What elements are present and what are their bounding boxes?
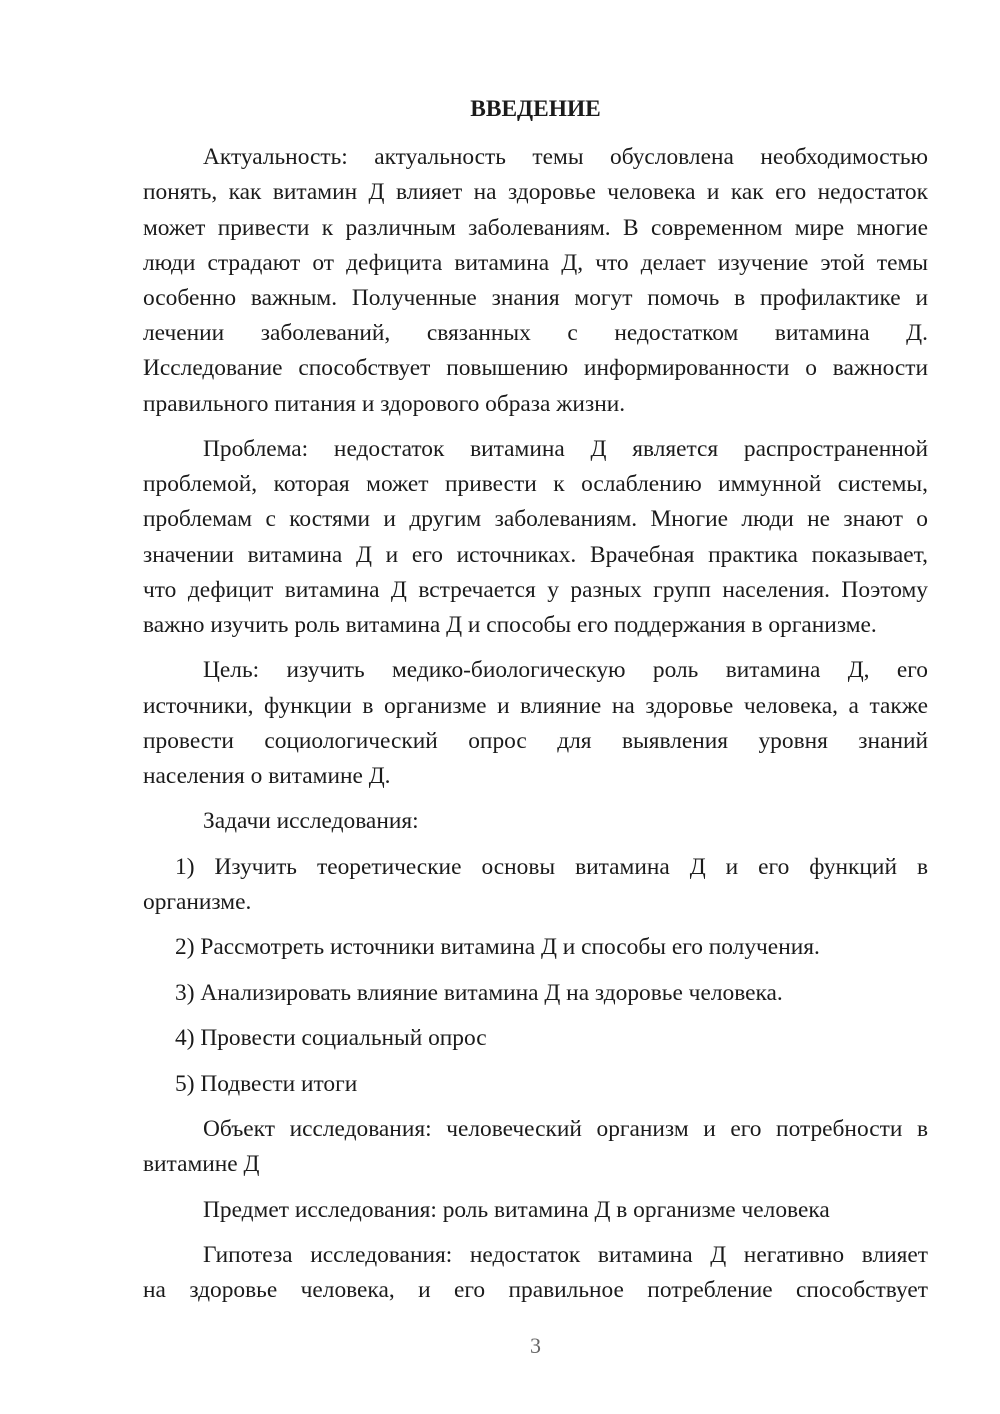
text-line: может привести к различным заболеваниям. В современном мире многие [143,214,928,241]
text-line: понять, как витамин Д влияет на здоровье человека и как его недостаток [143,179,928,206]
text-line: Исследование способствует повышению информированности о важности [143,355,928,382]
page-number: 3 [530,1333,541,1358]
text-line: Объект исследования: человеческий организм и его потребности в [203,1115,928,1142]
relevance-paragraph [143,140,928,422]
task-item-3 [143,976,928,1011]
object-paragraph [143,1112,928,1182]
text-line: Гипотеза исследования: недостаток витамина Д негативно влияет [203,1241,928,1268]
hypothesis-paragraph [143,1238,928,1308]
text-line: на здоровье человека, и его правильное потребление способствует [143,1277,928,1304]
text-line: 2) Рассмотреть источники витамина Д и способы его получения. [175,934,820,961]
tasks-heading [143,804,928,839]
text-line: 4) Провести социальный опрос [175,1025,487,1052]
text-line: значении витамина Д и его источниках. Врачебная практика показывает, [143,541,928,568]
text-line: населения о витамине Д. [143,763,391,790]
text-line: Задачи исследования: [203,808,419,835]
task-item-5 [143,1067,928,1102]
text-line: Проблема: недостаток витамина Д является распространенной [203,436,928,463]
text-line: правильного питания и здорового образа жизни. [143,390,626,417]
text-line: провести социологический опрос для выявления уровня знаний [143,727,928,754]
text-line: особенно важным. Полученные знания могут помочь в профилактике и [143,285,928,312]
subject-paragraph [143,1193,928,1228]
text-line: 5) Подвести итоги [175,1070,358,1097]
text-column [143,92,928,1319]
text-line: 3) Анализировать влияние витамина Д на здоровье человека. [175,979,783,1006]
text-line: проблемой, которая может привести к ослаблению иммунной системы, [143,471,928,498]
text-line: витамине Д [143,1151,260,1178]
text-line: организме. [143,889,252,916]
text-line: лечении заболеваний, связанных с недостатком витамина Д. [143,320,928,347]
task-item-4 [143,1021,928,1056]
page-title: ВВЕДЕНИЕ [470,96,601,122]
text-line: 1) Изучить теоретические основы витамина Д и его функций в [175,853,928,880]
problem-paragraph [143,432,928,643]
text-line: Цель: изучить медико-биологическую роль витамина Д, его [203,657,928,684]
task-item-2 [143,930,928,965]
text-line: важно изучить роль витамина Д и способы его поддержания в организме. [143,612,877,639]
text-line: источники, функции в организме и влияние на здоровье человека, а также [143,692,928,719]
text-line: что дефицит витамина Д встречается у разных групп населения. Поэтому [143,576,928,603]
text-line: Актуальность: актуальность темы обусловлена необходимостью [203,144,928,171]
text-line: проблемам с костями и другим заболеваниям. Многие люди не знают о [143,506,928,533]
text-line: люди страдают от дефицита витамина Д, что делает изучение этой темы [143,249,928,276]
goal-paragraph [143,653,928,794]
text-line: Предмет исследования: роль витамина Д в организме человека [203,1196,830,1223]
task-item-1 [143,850,928,920]
